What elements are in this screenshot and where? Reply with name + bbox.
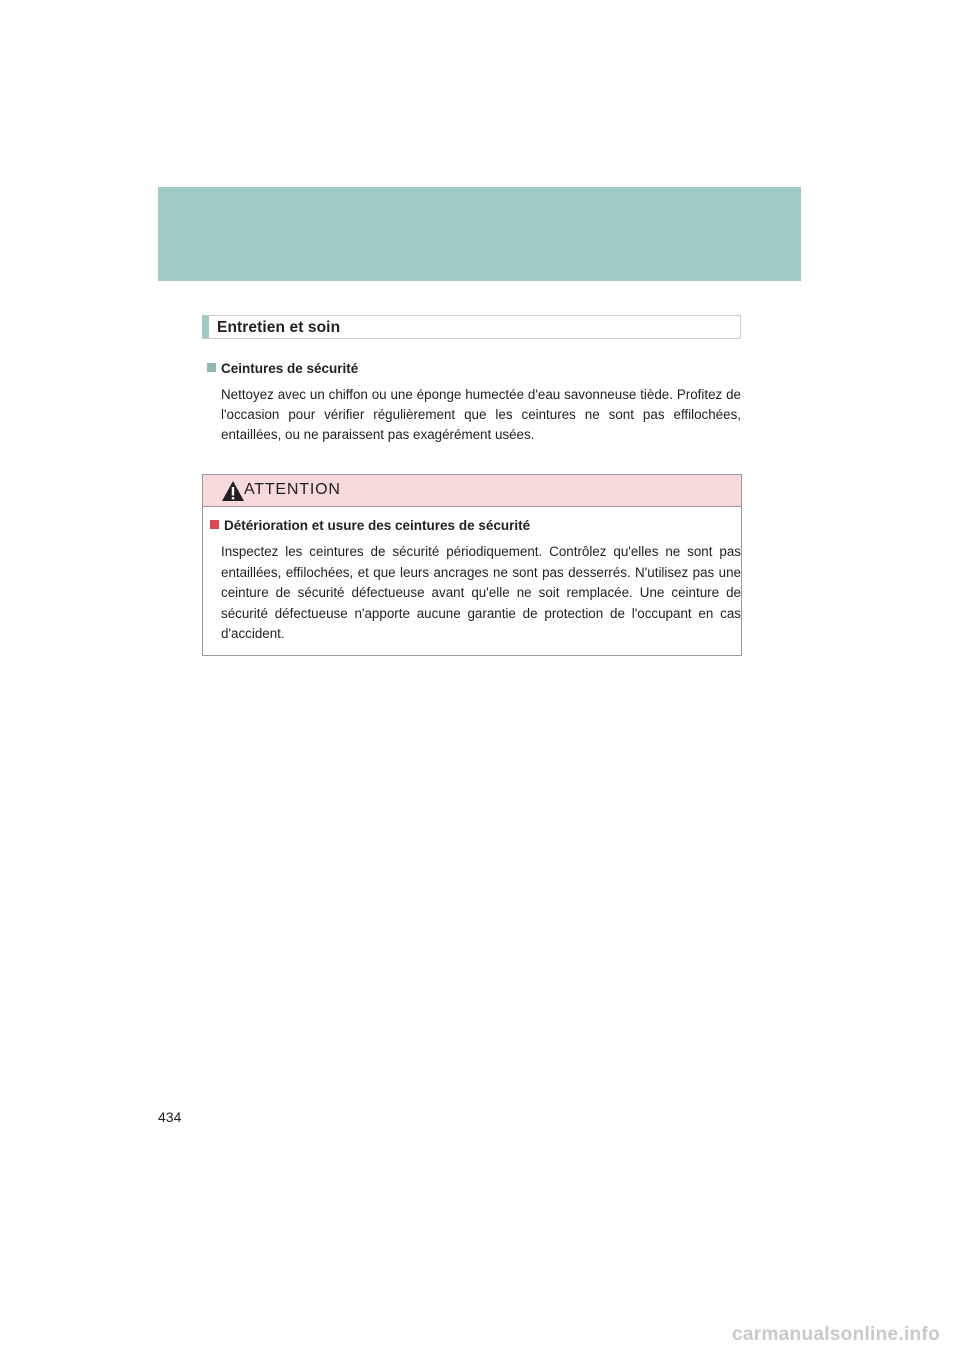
square-bullet-icon xyxy=(207,363,216,372)
square-bullet-icon xyxy=(210,520,219,529)
warning-triangle-icon xyxy=(221,480,245,502)
header-band xyxy=(158,187,801,281)
section-title: Entretien et soin xyxy=(217,319,341,336)
warning-subheading-text: Détérioration et usure des ceintures de sécurité xyxy=(224,518,531,533)
section-heading xyxy=(202,315,741,339)
subheading-seatbelts xyxy=(207,360,358,378)
page-number: 434 xyxy=(158,1109,182,1125)
subheading-text: Ceintures de sécurité xyxy=(221,361,359,376)
body-paragraph: Nettoyez avec un chiffon ou une éponge humectée d'eau savonneuse tiède. Profitez de l'occasion pour vérifier régulièrement que les ceintures ne sont pas effilochées, entaillées, ou ne paraissent pas exagérément usées. xyxy=(221,387,741,442)
warning-header xyxy=(203,475,741,507)
watermark: carmanualsonline.info xyxy=(732,1324,940,1345)
warning-title: ATTENTION xyxy=(244,481,341,498)
warning-subheading xyxy=(210,517,530,535)
warning-box xyxy=(202,474,742,656)
warning-paragraph: Inspectez les ceintures de sécurité périodiquement. Contrôlez qu'elles ne sont pas entaillées, effilochées, et que leurs ancrages ne sont pas desserrés. N'utilisez pas une ceinture de sécurité défectueuse avant qu'elle ne soit remplacée. Une ceinture de sécurité défectueuse n'apporte aucune garantie de protection de l'occupant en cas d'accident. xyxy=(221,544,741,641)
